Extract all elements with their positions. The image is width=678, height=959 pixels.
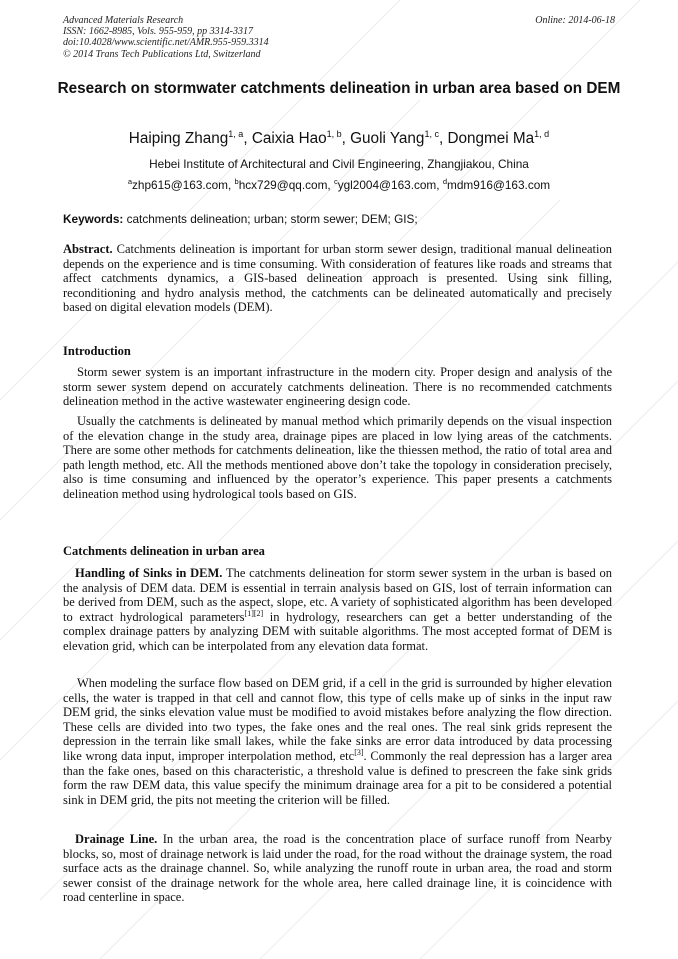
email-sup: b [234,177,239,186]
email-address[interactable]: ygl2004@163.com [337,178,437,192]
online-date: Online: 2014-06-18 [535,15,615,26]
paper-title: Research on stormwater catchments delineation in urban area based on DEM [57,80,621,97]
drainage-label: Drainage Line. [75,832,158,846]
sinks-label: Handling of Sinks in DEM. [75,566,223,580]
email-address[interactable]: hcx729@qq.com [238,178,328,192]
abstract-text: Catchments delineation is important for urban storm sewer design, traditional manual delineation depends on the experience and is time consuming. With consideration of features like roads and streams that affect catchments dynamics, a GIS-based delineation approach is presented. Using sink filling, reconditioning and hydro analysis method, the catchments can be delineated automatically and precisely based on digital elevation models (DEM). [63,242,612,315]
abstract-label: Abstract. [63,242,113,256]
modeling-text-b: . Commonly the real depression has a larger area than the fake ones, based on this characteristic, a threshold value is defined to prescreen the fake sink grids form the raw DEM data, this value specify the minimum drainage area for a pit to be considered a potential sink in DEM grid, the pits not meeting the criterion will be filled. [63,748,612,807]
keywords-label: Keywords: [63,212,124,226]
email-address[interactable]: mdm916@163.com [447,178,551,192]
issn-line: ISSN: 1662-8985, Vols. 955-959, pp 3314-3317 [63,26,253,38]
sinks-text-b: in hydrology, researchers can get a better understanding of the complex drainage patters by analyzing DEM with suitable algorithms. The most accepted format of DEM is elevation grid, which can be interpolated from any elevation data format. [63,609,612,653]
author-name: Dongmei Ma [447,130,535,147]
author-affil-sup: 1, c [424,129,439,139]
keywords-text: catchments delineation; urban; storm sewer; DEM; GIS; [126,212,418,226]
author-affil-sup: 1, a [228,129,244,139]
email-sup: d [442,177,447,186]
journal-name: Advanced Materials Research [63,15,184,26]
abstract [63,242,612,315]
modeling-text-a: When modeling the surface flow based on DEM grid, if a cell in the grid is surrounded by higher elevation cells, the water is trapped in that cell and cannot flow, this type of cells make up of sinks in the input raw DEM grid, the sinks elevation value must be modified to avoid mistakes before analyzing the flow direction. These cells are divided into two types, the fake ones and the real ones. The real sink grids represent the depression in the terrain like small lakes, while the fake sinks are error data introduced by data processing like wrong data input, improper interpolation method, etc [63,676,612,763]
author-affil-sup: 1, b [326,129,342,139]
email-sup: a [127,177,133,186]
journal-header [63,15,269,60]
introduction-heading: Introduction [63,344,131,358]
introduction-paragraph-2: Usually the catchments is delineated by manual method which primarily depends on the visual inspection of the elevation change in the study area, drainage pipes are placed in low lying areas of the catchments. There are some other methods for catchments delineation, like the thiessen method, the ratio of total area and path length method, etc. All the methods mentioned above don’t take the topology in consideration precisely, also is time consuming and influenced by the operator’s experience. This paper presents a catchments delineation method using hydrological tools based on GIS. [63,414,612,501]
email-list: $^a$zhp615@163.com, $^b$hcx729@qq.com, $^c$ygl2004@163.com, $^d$mdm916@163.com [127,177,551,192]
author-list: Haiping Zhang$^{1, a}$, Caixia Hao$^{1, b}$, Guoli Yang$^{1, c}$, Dongmei Ma$^{1, d}$ [128,129,550,147]
modeling-paragraph [63,676,612,807]
drainage-paragraph [63,832,612,905]
copyright-line: © 2014 Trans Tech Publications Ltd, Switzerland [63,48,261,60]
keywords [63,212,618,226]
catchments-heading: Catchments delineation in urban area [63,544,265,558]
sinks-paragraph [63,566,612,654]
email-address[interactable]: zhp615@163.com [132,178,228,192]
author-name: Guoli Yang [350,130,425,147]
introduction-paragraph-1: Storm sewer system is an important infrastructure in the modern city. Proper design and analysis of the storm sewer system depend on accurately catchments delineation. There is no recommended catchments delineation method in the active wastewater engineering design code. [63,365,612,409]
citation-ref[interactable]: [1][2] [244,608,264,618]
author-name: Haiping Zhang [128,130,229,147]
doi-line[interactable]: doi:10.4028/www.scientific.net/AMR.955-959.3314 [63,37,269,49]
author-name: Caixia Hao [251,130,327,147]
author-affil-sup: 1, d [534,129,550,139]
citation-ref[interactable]: [3] [354,747,364,757]
sinks-text-a: The catchments delineation for storm sewer system in the urban is based on the analysis of DEM data. DEM is essential in terrain analysis based on GIS, lost of terrain information can be derived from DEM, such as the aspect, slope, etc. A variety of sophisticated algorithm has been developed to extract hydrological parameters [63,566,612,624]
affiliation: Hebei Institute of Architectural and Civil Engineering, Zhangjiakou, China [149,157,529,171]
email-sup: c [333,177,338,186]
drainage-text: In the urban area, the road is the concentration place of surface runoff from Nearby blocks, so, most of drainage network is laid under the road, for the road without the drainage system, the road surface acts as the drainage channel. So, while analyzing the runoff route in urban area, the road and storm sewer consist of the drainage network for the whole area, here called drainage line, it is coincidence with road centerline in space. [63,832,613,905]
